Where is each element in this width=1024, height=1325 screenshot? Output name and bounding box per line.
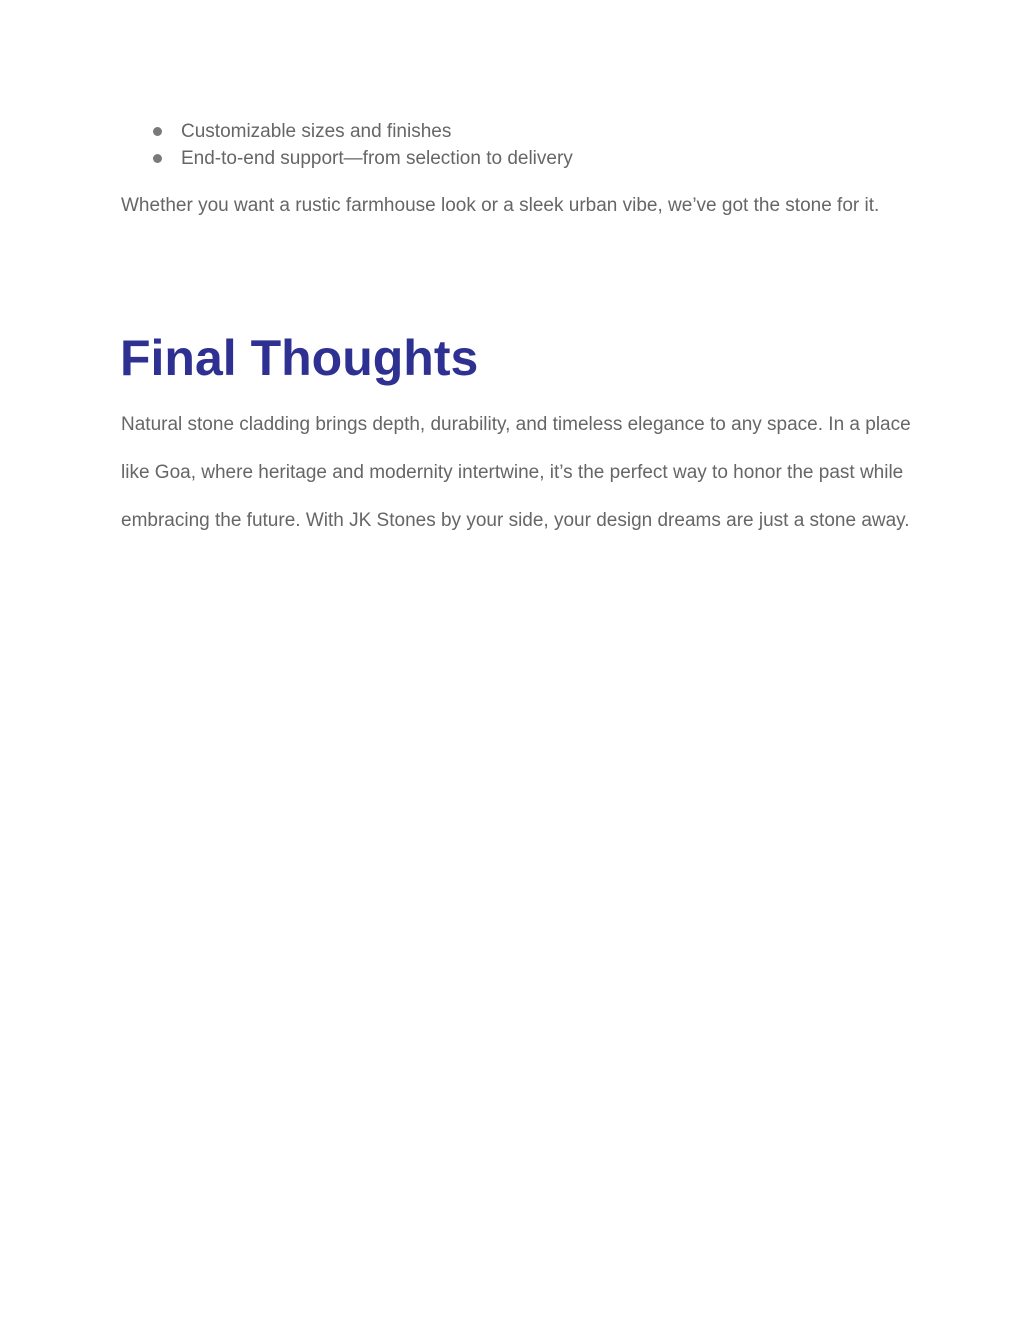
list-item-text: End-to-end support—from selection to delivery: [181, 148, 573, 169]
list-item: [150, 118, 573, 145]
bullet-dot-icon: [153, 154, 162, 163]
body-paragraph: Whether you want a rustic farmhouse look or a sleek urban vibe, we’ve got the stone for it.: [121, 195, 880, 216]
list-item-text: Customizable sizes and finishes: [181, 121, 452, 142]
list-item: [150, 145, 573, 172]
feature-bullet-list: [150, 118, 573, 172]
body-paragraph: Natural stone cladding brings depth, durability, and timeless elegance to any space. In a place like Goa, where heritage and modernity intertwine, it’s the perfect way to honor the past while embracing the future. With JK Stones by your side, your design dreams are just a stone away.: [121, 414, 911, 531]
section-heading: Final Thoughts: [120, 330, 479, 386]
bullet-dot-icon: [153, 127, 162, 136]
